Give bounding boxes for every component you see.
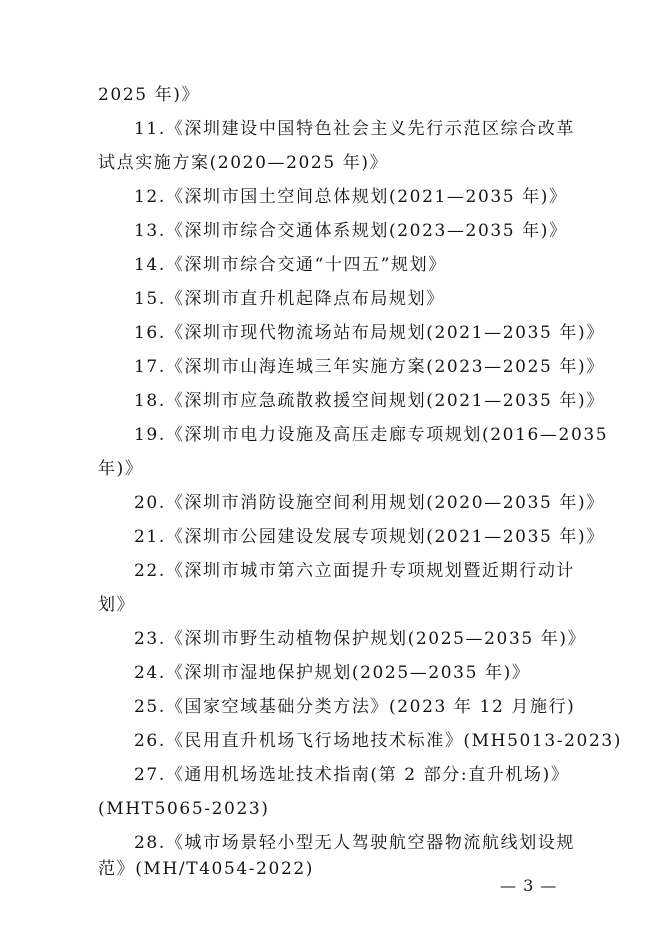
reference-item-27: 27.《通用机场选址技术指南(第 2 部分:直升机场)》 (134, 765, 570, 785)
text-line: 范》(MH/T4054-2022) (98, 859, 315, 879)
text-line: 划》 (98, 595, 136, 615)
reference-item-28: 28.《城市场景轻小型无人驾驶航空器物流航线划设规 (134, 833, 576, 853)
text-line: (MHT5065-2023) (98, 799, 270, 819)
reference-item-15: 15.《深圳市直升机起降点布局规划》 (134, 289, 445, 309)
text-line: 年)》 (98, 459, 144, 479)
text-line: 2025 年)》 (98, 85, 201, 105)
reference-item-22: 22.《深圳市城市第六立面提升专项规划暨近期行动计 (134, 561, 576, 581)
reference-item-18: 18.《深圳市应急疏散救援空间规划(2021—2035 年)》 (134, 391, 605, 411)
reference-item-13: 13.《深圳市综合交通体系规划(2023—2035 年)》 (134, 221, 568, 241)
reference-item-23: 23.《深圳市野生动植物保护规划(2025—2035 年)》 (134, 629, 587, 649)
reference-item-19: 19.《深圳市电力设施及高压走廊专项规划(2016—2035 (134, 425, 609, 445)
page-number: — 3 — (500, 876, 558, 895)
reference-item-16: 16.《深圳市现代物流场站布局规划(2021—2035 年)》 (134, 323, 605, 343)
reference-item-26: 26.《民用直升机场飞行场地技术标准》(MH5013-2023) (134, 731, 623, 751)
reference-item-21: 21.《深圳市公园建设发展专项规划(2021—2035 年)》 (134, 527, 605, 547)
reference-item-20: 20.《深圳市消防设施空间利用规划(2020—2035 年)》 (134, 493, 605, 513)
reference-item-17: 17.《深圳市山海连城三年实施方案(2023—2025 年)》 (134, 357, 605, 377)
reference-item-12: 12.《深圳市国土空间总体规划(2021—2035 年)》 (134, 187, 568, 207)
text-line: 试点实施方案(2020—2025 年)》 (98, 153, 389, 173)
reference-item-14: 14.《深圳市综合交通“十四五”规划》 (134, 255, 447, 275)
reference-item-25: 25.《国家空域基础分类方法》(2023 年 12 月施行) (134, 697, 576, 717)
reference-item-24: 24.《深圳市湿地保护规划(2025—2035 年)》 (134, 663, 531, 683)
reference-item-11: 11.《深圳建设中国特色社会主义先行示范区综合改革 (134, 119, 576, 139)
